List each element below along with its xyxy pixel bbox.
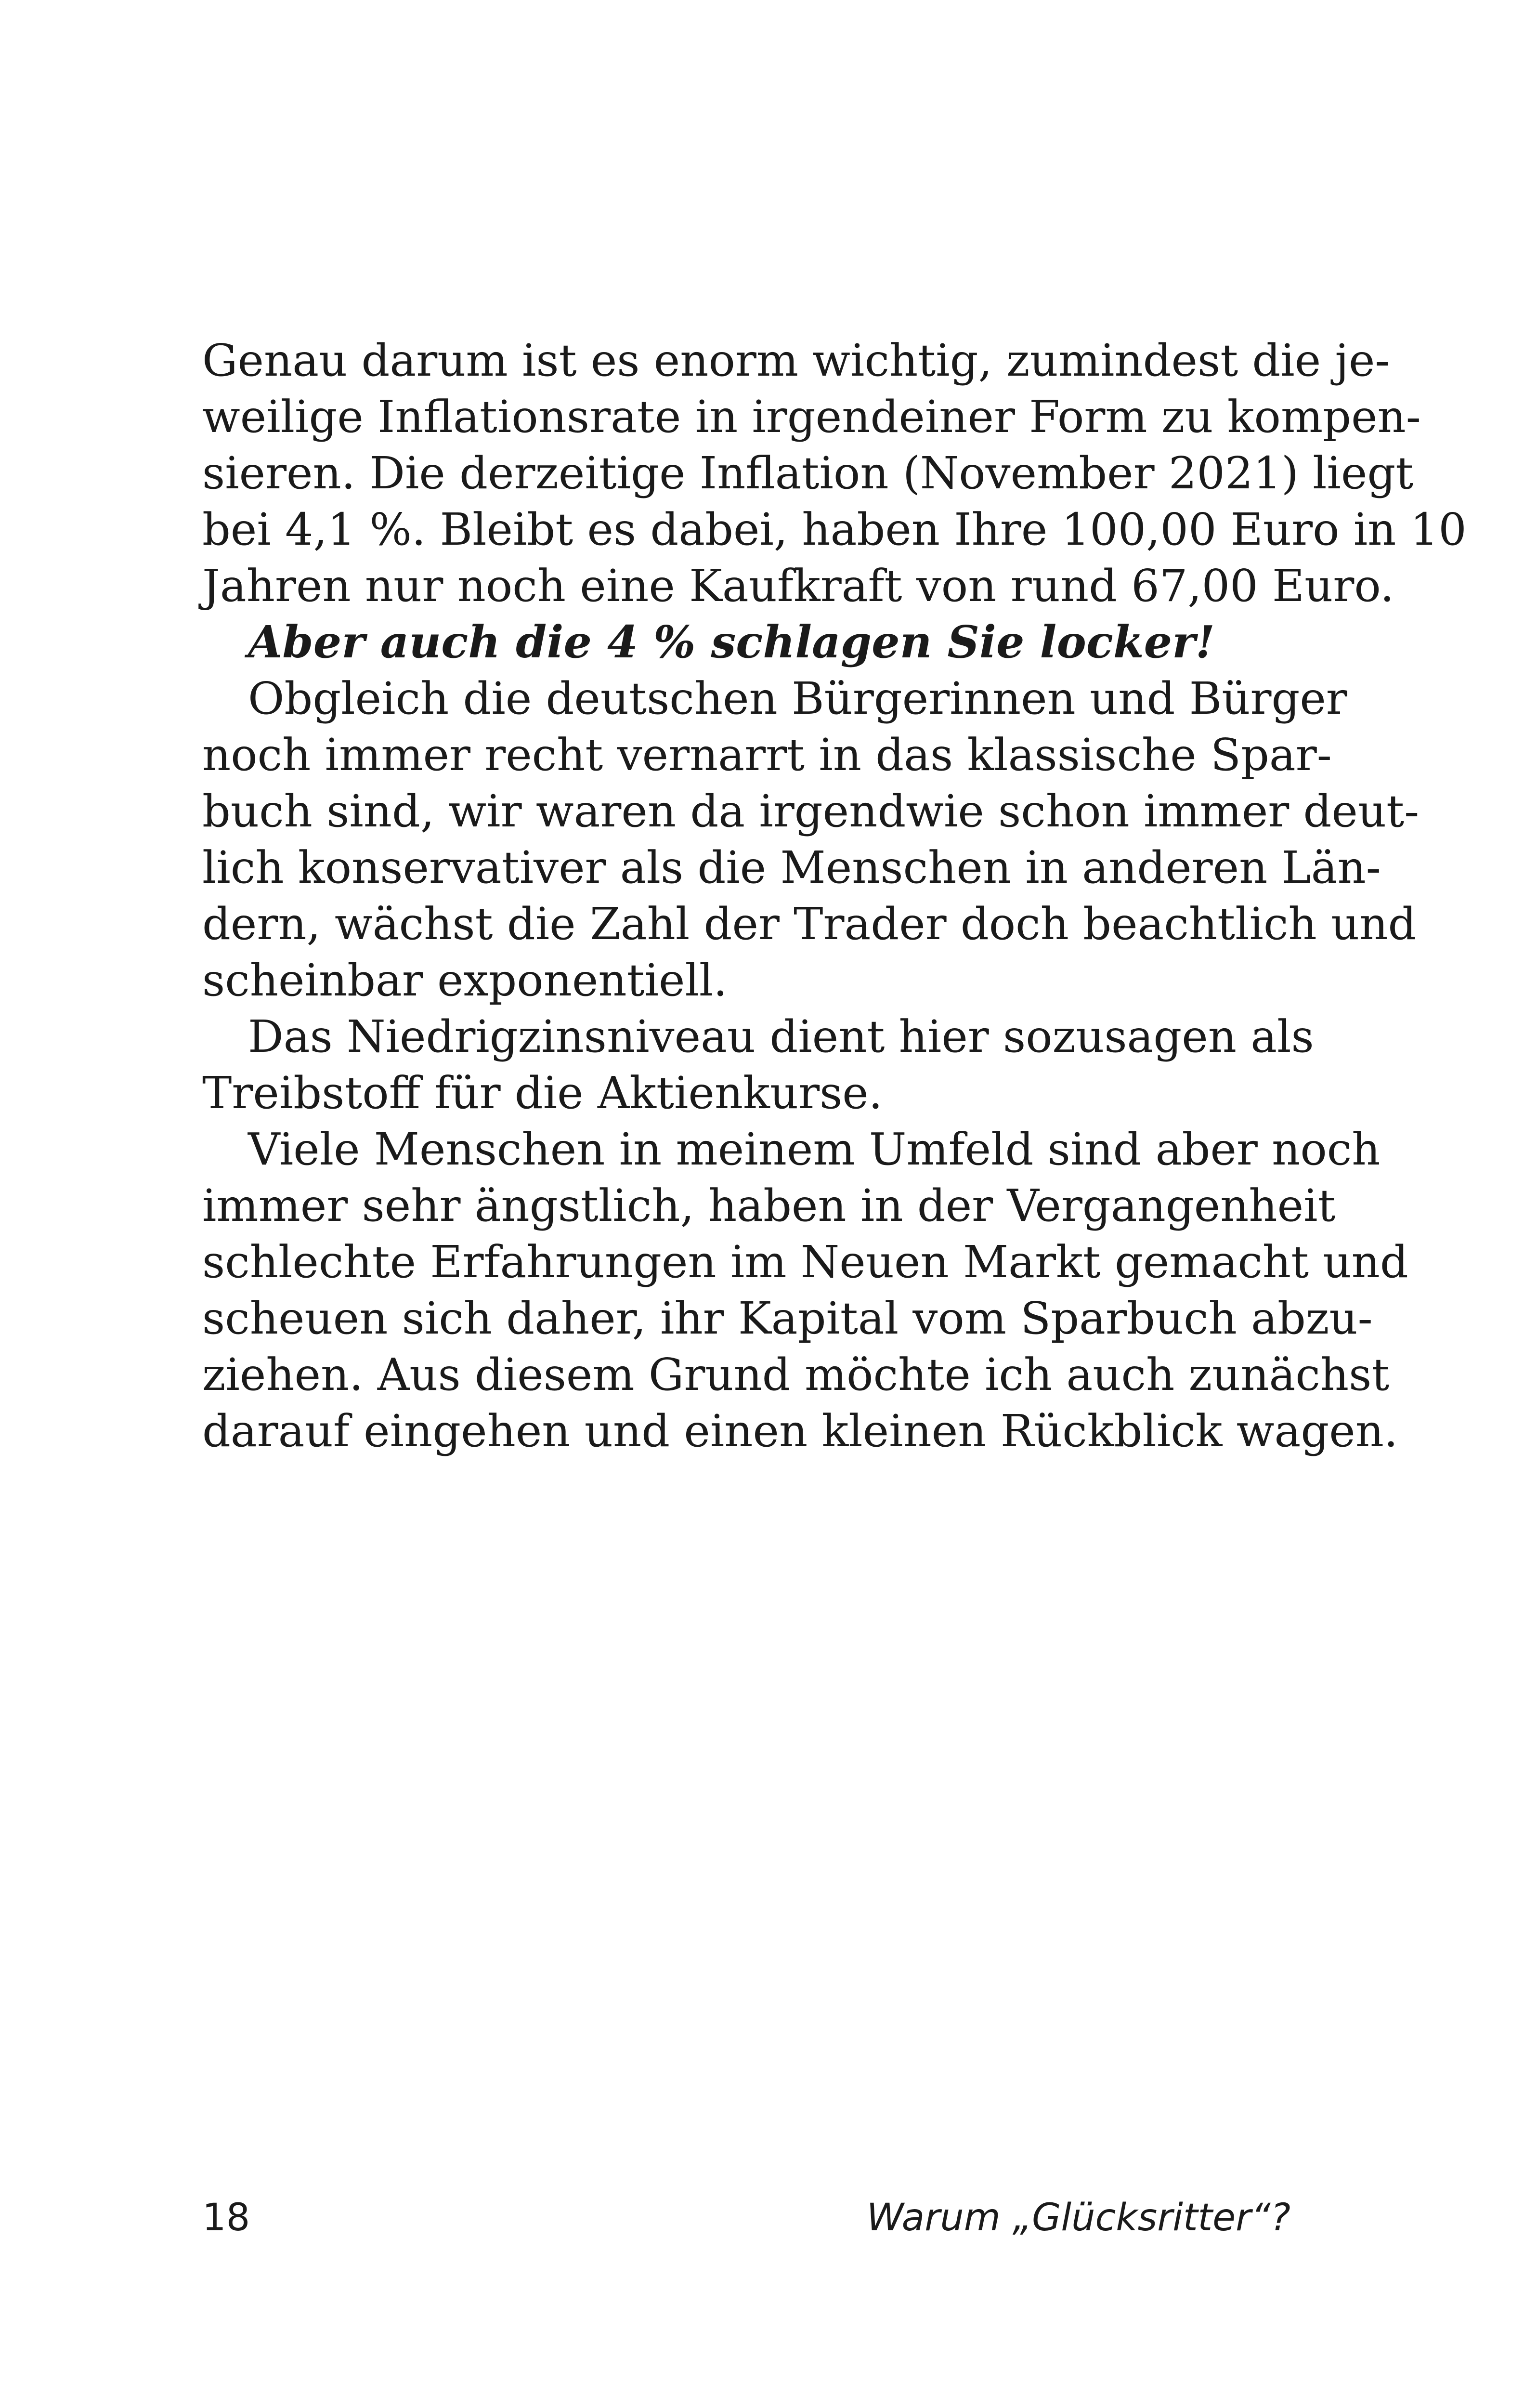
emphasis-line: Aber auch die 4 % schlagen Sie locker! xyxy=(248,616,1215,668)
text-line: Das Niedrigzinsniveau dient hier sozusagen als xyxy=(248,1011,1314,1062)
text-line: immer sehr ängstlich, haben in der Vergangenheit xyxy=(202,1180,1336,1231)
text-line: Genau darum ist es enorm wichtig, zumindest die je- xyxy=(202,335,1390,386)
text-line: Viele Menschen in meinem Umfeld sind aber noch xyxy=(248,1124,1381,1175)
text-line: bei 4,1 %. Bleibt es dabei, haben Ihre 100,00 Euro in 10 xyxy=(202,504,1467,555)
text-line: dern, wächst die Zahl der Trader doch beachtlich und xyxy=(202,898,1417,950)
page-number: 18 xyxy=(202,2196,250,2239)
running-title: Warum „Glücksritter“? xyxy=(866,2196,1290,2239)
text-line: sieren. Die derzeitige Inflation (November 2021) liegt xyxy=(202,447,1414,499)
text-line: noch immer recht vernarrt in das klassische Spar- xyxy=(202,729,1332,781)
text-line: Jahren nur noch eine Kaufkraft von rund 67,00 Euro. xyxy=(202,560,1394,612)
paragraph-3 xyxy=(202,670,1420,1008)
paragraph-5 xyxy=(202,1121,1408,1459)
text-line: Obgleich die deutschen Bürgerinnen und Bürger xyxy=(248,673,1347,724)
text-line: Treibstoff für die Aktienkurse. xyxy=(202,1067,883,1119)
text-line: buch sind, wir waren da irgendwie schon immer deut- xyxy=(202,785,1420,837)
text-line: lich konservativer als die Menschen in anderen Län- xyxy=(202,842,1381,893)
text-line: darauf eingehen und einen kleinen Rückblick wagen. xyxy=(202,1405,1398,1457)
text-line: weilige Inflationsrate in irgendeiner Form zu kompen- xyxy=(202,391,1421,443)
text-line: scheinbar exponentiell. xyxy=(202,955,728,1006)
text-line: ziehen. Aus diesem Grund möchte ich auch zunächst xyxy=(202,1349,1390,1400)
paragraph-2-emphasis xyxy=(202,614,1290,670)
paragraph-4 xyxy=(202,1008,1314,1121)
text-line: schlechte Erfahrungen im Neuen Markt gemacht und xyxy=(202,1236,1408,1288)
text-line: scheuen sich daher, ihr Kapital vom Sparbuch abzu- xyxy=(202,1293,1373,1344)
body-text xyxy=(202,332,1467,1459)
paragraph-1 xyxy=(202,332,1467,614)
